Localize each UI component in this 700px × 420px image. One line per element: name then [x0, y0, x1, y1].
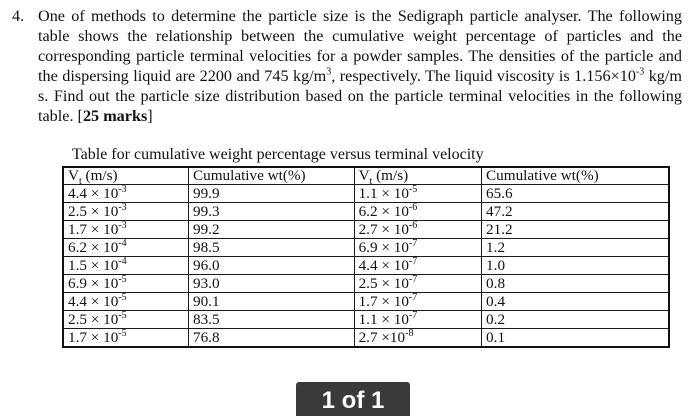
- cumulative-cell: 0.2: [482, 311, 669, 329]
- velocity-cell: $6.2 \times 10^{-4}$: [63, 239, 188, 257]
- cumulative-cell: 90.1: [188, 293, 354, 311]
- velocity-cell: $2.7 \times 10^{-8}$: [354, 329, 481, 348]
- cumulative-cell: 0.4: [482, 293, 669, 311]
- page-indicator: 1 of 1: [296, 382, 410, 416]
- table-row: [63, 239, 669, 257]
- table-row: [63, 275, 669, 293]
- table-header-row: [63, 167, 669, 185]
- table-row: [63, 185, 669, 203]
- velocity-cell: $1.7 \times 10^{-3}$: [63, 221, 188, 239]
- table-row: [63, 203, 669, 221]
- velocity-cell: $4.4 \times 10^{-3}$: [63, 185, 188, 203]
- table-row: [63, 329, 669, 348]
- cumulative-cell: 1.2: [482, 239, 669, 257]
- question-text-part-3: kg/m s. Find out the particle size distribution based on the particle terminal velocities in the following table. [: [38, 67, 682, 125]
- velocity-cell: $6.9 \times 10^{-5}$: [63, 275, 188, 293]
- velocity-cell: $4.4 \times 10^{-5}$: [63, 293, 188, 311]
- cumulative-cell: 83.5: [188, 311, 354, 329]
- table-row: [63, 221, 669, 239]
- cumulative-cell: 0.1: [482, 329, 669, 348]
- header-cumulative-1: Cumulative wt(%): [188, 167, 354, 185]
- header-velocity-2: $V_t$ (m/s): [354, 167, 481, 185]
- cumulative-cell: 98.5: [188, 239, 354, 257]
- velocity-cell: $2.5 \times 10^{-3}$: [63, 203, 188, 221]
- cumulative-cell: 99.2: [188, 221, 354, 239]
- marks-label: 25 marks: [82, 107, 148, 125]
- velocity-cell: $1.1 \times 10^{-7}$: [354, 311, 481, 329]
- question-text-part-2: , respectively. The liquid viscosity is 1.156×10: [331, 67, 636, 85]
- table-row: [63, 293, 669, 311]
- cumulative-cell: 65.6: [482, 185, 669, 203]
- question-number: 4.: [12, 7, 25, 25]
- question-text-end: ]: [147, 107, 153, 125]
- velocity-cell: $6.9 \times 10^{-7}$: [354, 239, 481, 257]
- velocity-cell: $6.2 \times 10^{-6}$: [354, 203, 481, 221]
- viscosity-exponent: -3: [635, 66, 645, 78]
- density-unit-exponent: 3: [326, 66, 332, 78]
- table-caption: Table for cumulative weight percentage versus terminal velocity: [72, 146, 484, 163]
- question-text-part-1: One of methods to determine the particle size is the Sedigraph particle analyser. The following table shows the relationship between the cumulative weight percentage of particles and the corresponding particle terminal velocities for a powder samples. The densities of the particle and the dispersing liquid are 2200 and 745 kg/m: [38, 7, 682, 85]
- velocity-cell: $2.5 \times 10^{-5}$: [63, 311, 188, 329]
- velocity-cell: $4.4 \times 10^{-7}$: [354, 257, 481, 275]
- velocity-cell: $1.1 \times 10^{-5}$: [354, 185, 481, 203]
- header-velocity-1: $V_t$ (m/s): [63, 167, 188, 185]
- velocity-cell: $2.7 \times 10^{-6}$: [354, 221, 481, 239]
- velocity-cell: $2.5 \times 10^{-7}$: [354, 275, 481, 293]
- cumulative-cell: 47.2: [482, 203, 669, 221]
- velocity-cell: $1.5 \times 10^{-4}$: [63, 257, 188, 275]
- header-cumulative-2: Cumulative wt(%): [482, 167, 669, 185]
- cumulative-cell: 96.0: [188, 257, 354, 275]
- question-text: [38, 6, 682, 126]
- cumulative-cell: 93.0: [188, 275, 354, 293]
- table-row: [63, 257, 669, 275]
- cumulative-cell: 21.2: [482, 221, 669, 239]
- cumulative-cell: 1.0: [482, 257, 669, 275]
- velocity-table: [62, 166, 670, 348]
- question-block: [12, 6, 682, 126]
- cumulative-cell: 0.8: [482, 275, 669, 293]
- velocity-cell: $1.7 \times 10^{-5}$: [63, 329, 188, 348]
- cumulative-cell: 99.9: [188, 185, 354, 203]
- cumulative-cell: 76.8: [188, 329, 354, 348]
- table-row: [63, 311, 669, 329]
- cumulative-cell: 99.3: [188, 203, 354, 221]
- velocity-cell: $1.7 \times 10^{-7}$: [354, 293, 481, 311]
